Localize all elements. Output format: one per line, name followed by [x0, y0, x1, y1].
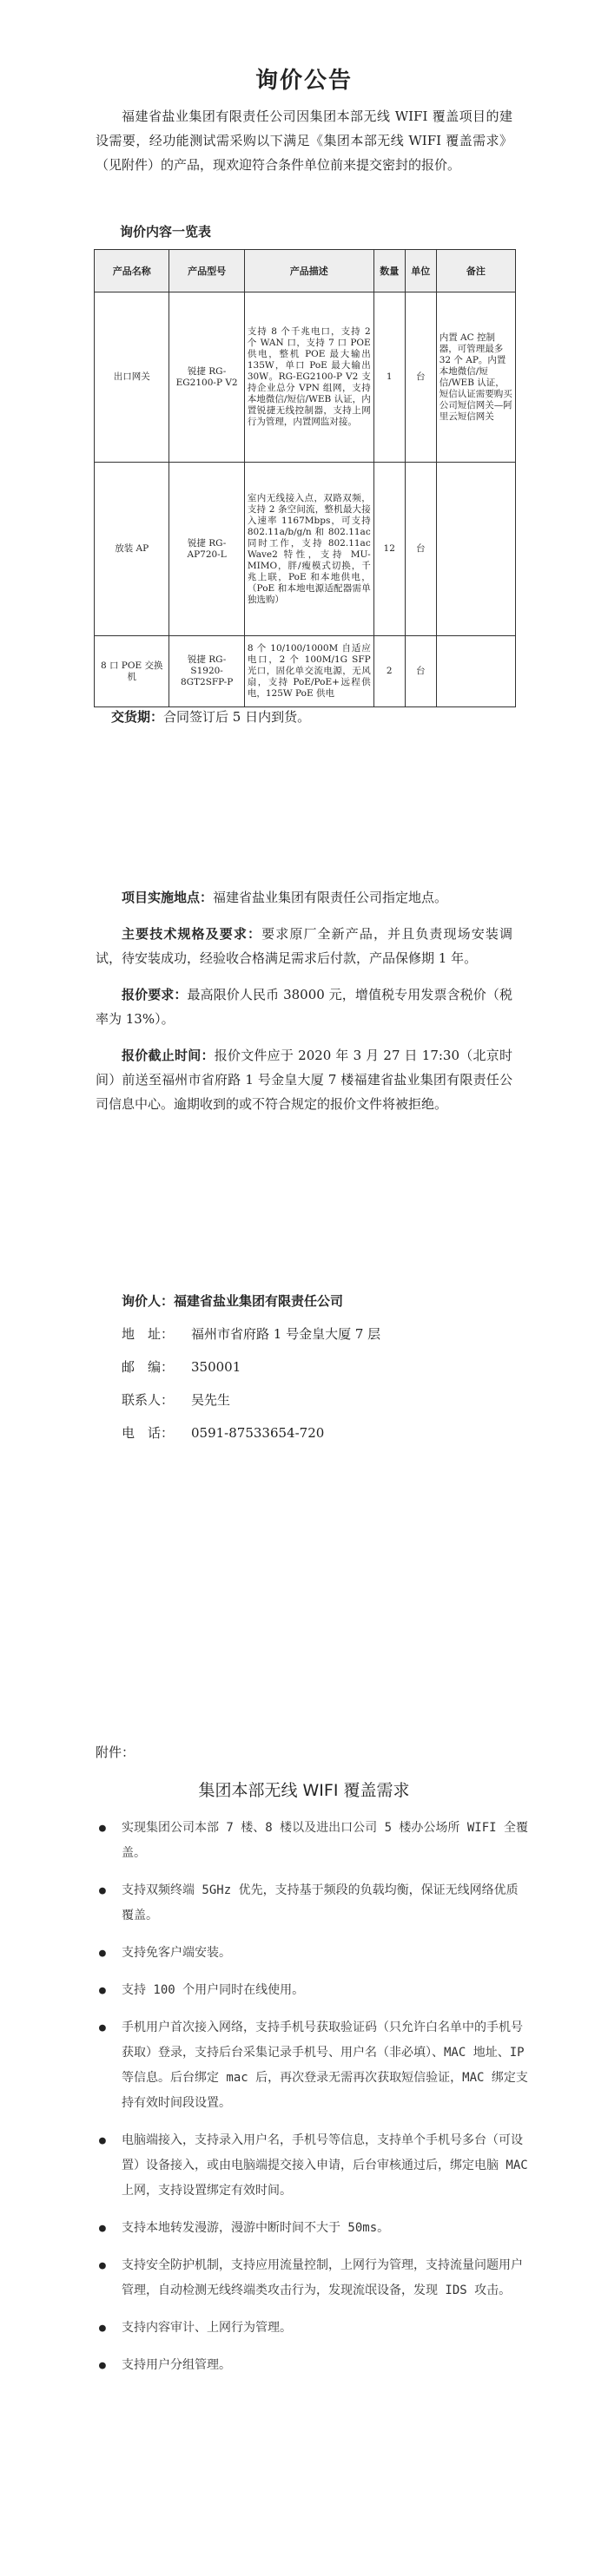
cell-quantity: 1 — [373, 292, 405, 463]
table-row — [95, 292, 516, 463]
contact-block — [122, 1285, 504, 1449]
cell-unit: 台 — [405, 463, 436, 636]
cell-product-model: 锐捷 RG-S1920-8GT2SFP-P — [169, 636, 244, 707]
site-label: 项目实施地点： — [122, 890, 214, 905]
notice-intro: 福建省盐业集团有限责任公司因集团本部无线 WIFI 覆盖项目的建设需要，经功能测试需采购以下满足《集团本部无线 WIFI 覆盖需求》（见附件）的产品，现欢迎符合条件单位前来提交密封的报价。 — [96, 108, 512, 173]
requirements-list — [96, 1816, 530, 2390]
cell-remark — [436, 463, 515, 636]
header-product-model: 产品型号 — [169, 250, 244, 292]
person-value: 吴先生 — [191, 1392, 231, 1408]
list-item: ● 支持双频终端 5GHz 优先，支持基于频段的负载均衡，保证无线网络优质覆盖。 — [96, 1878, 530, 1929]
table-header-row — [95, 250, 516, 292]
notice-title: 询价公告 — [254, 68, 353, 94]
cell-product-model: 锐捷 RG-EG2100-P V2 — [169, 292, 244, 463]
quote-label: 报价要求： — [122, 987, 188, 1002]
list-item: ● 支持安全防护机制，支持应用流量控制，上网行为管理，支持流量问题用户管理，自动检测无线终端类攻击行为，发现流氓设备，发现 IDS 攻击。 — [96, 2253, 530, 2303]
cell-remark: 内置 AC 控制器，可管理最多 32 个 AP。内置本地微信/短信/WEB 认证，短信认证需要购买公司短信网关—阿里云短信网关 — [436, 292, 515, 463]
header-quantity: 数量 — [373, 250, 405, 292]
cell-product-name: 8 口 POE 交换机 — [95, 636, 169, 707]
list-item: ● 支持免客户端安装。 — [96, 1941, 530, 1966]
cell-product-name: 放装 AP — [95, 463, 169, 636]
cell-unit: 台 — [405, 292, 436, 463]
site-text: 福建省盐业集团有限责任公司指定地点。 — [213, 890, 448, 905]
inquirer-label: 询价人： — [122, 1293, 175, 1309]
contact-phone — [122, 1416, 504, 1449]
phone-label: 电 话： — [122, 1425, 175, 1441]
address-label: 地 址： — [122, 1326, 175, 1342]
header-unit: 单位 — [405, 250, 436, 292]
list-item: ● 电脑端接入，支持录入用户名，手机号等信息，支持单个手机号多台（可设置）设备接入，或由电脑端提交接入申请，后台审核通过后，绑定电脑 MAC 上网，支持设置绑定有效时间。 — [96, 2128, 530, 2204]
technical-spec — [96, 922, 512, 970]
inquirer-value: 福建省盐业集团有限责任公司 — [174, 1293, 344, 1309]
contact-inquirer — [122, 1285, 504, 1318]
header-product-desc: 产品描述 — [244, 250, 373, 292]
list-item: ● 支持用户分组管理。 — [96, 2353, 530, 2378]
postcode-value: 350001 — [191, 1359, 241, 1375]
phone-value: 0591-87533654-720 — [191, 1425, 325, 1441]
inquiry-table — [94, 249, 516, 707]
cell-quantity: 2 — [373, 636, 405, 707]
project-site — [96, 885, 512, 910]
contact-person — [122, 1383, 504, 1416]
inquiry-table-heading: 询价内容一览表 — [120, 224, 212, 240]
list-item: ● 支持 100 个用户同时在线使用。 — [96, 1978, 530, 2003]
table-row — [95, 463, 516, 636]
cell-product-desc: 8 个 10/100/1000M 自适应电口，2 个 100M/1G SFP 光口，固化单交流电源，无风扇，支持 PoE/PoE+远程供电，125W PoE 供电 — [244, 636, 373, 707]
contact-postcode — [122, 1350, 504, 1383]
address-value: 福州市省府路 1 号金皇大厦 7 层 — [191, 1326, 381, 1342]
postcode-label: 邮 编： — [122, 1359, 175, 1375]
deadline-text: 报价文件应于 2020 年 3 月 27 日 17:30（北京时间）前送至福州市省府路 1 号金皇大厦 7 楼福建省盐业集团有限责任公司信息中心。逾期收到的或不符合规定的报价文件将被拒绝。 — [96, 1048, 512, 1112]
header-product-name: 产品名称 — [95, 250, 169, 292]
quote-deadline — [96, 1043, 512, 1116]
attachment-title: 集团本部无线 WIFI 覆盖需求 — [198, 1781, 410, 1800]
cell-remark — [436, 636, 515, 707]
contact-address — [122, 1318, 504, 1350]
delivery-period — [111, 705, 528, 729]
list-item: ● 手机用户首次接入网络，支持手机号获取验证码（只允许白名单中的手机号获取）登录，支持后台采集记录手机号、用户名（非必填）、MAC 地址、IP 等信息。后台绑定 mac 后，再次登录无需再次获取短信验证，MAC 绑定支持有效时间段设置。 — [96, 2015, 530, 2116]
attachment-label: 附件： — [96, 1745, 135, 1760]
delivery-label: 交货期： — [111, 709, 164, 725]
cell-quantity: 12 — [373, 463, 405, 636]
quote-text: 最高限价人民币 38000 元，增值税专用发票含税价（税率为 13%）。 — [96, 987, 512, 1027]
cell-product-desc: 室内无线接入点，双路双频，支持 2 条空间流，整机最大接入速率 1167Mbps，可支持 802.11a/b/g/n 和 802.11ac 同时工作，支持 802.11ac Wave2 特性，支持 MU-MIMO，胖/瘦模式切换，千兆上联，PoE 和本地供电，（PoE 和本地电源适配器需单独选购） — [244, 463, 373, 636]
cell-product-desc: 支持 8 个千兆电口，支持 2 个 WAN 口，支持 7 口 POE 供电，整机 POE 最大输出 135W，单口 PoE 最大输出 30W。RG-EG2100-P V2 支持企业总分 VPN 组网，支持本地微信/短信/WEB 认证，内置锐捷无线控制器，支持上网行为管理，内置网监对接。 — [244, 292, 373, 463]
spec-text: 要求原厂全新产品，并且负责现场安装调试，待安装成功，经验收合格满足需求后付款，产品保修期 1 年。 — [96, 926, 512, 966]
cell-unit: 台 — [405, 636, 436, 707]
person-label: 联系人： — [122, 1392, 175, 1408]
table-row — [95, 636, 516, 707]
list-item: ● 支持内容审计、上网行为管理。 — [96, 2316, 530, 2341]
cell-product-name: 出口网关 — [95, 292, 169, 463]
spec-label: 主要技术规格及要求： — [122, 926, 262, 942]
delivery-text: 合同签订后 5 日内到货。 — [163, 709, 311, 725]
header-remark: 备注 — [436, 250, 515, 292]
deadline-label: 报价截止时间： — [122, 1048, 215, 1063]
quote-requirement — [96, 982, 512, 1031]
list-item: ● 实现集团公司本部 7 楼、8 楼以及进出口公司 5 楼办公场所 WIFI 全覆盖。 — [96, 1816, 530, 1866]
list-item: ● 支持本地转发漫游，漫游中断时间不大于 50ms。 — [96, 2216, 530, 2241]
cell-product-model: 锐捷 RG-AP720-L — [169, 463, 244, 636]
